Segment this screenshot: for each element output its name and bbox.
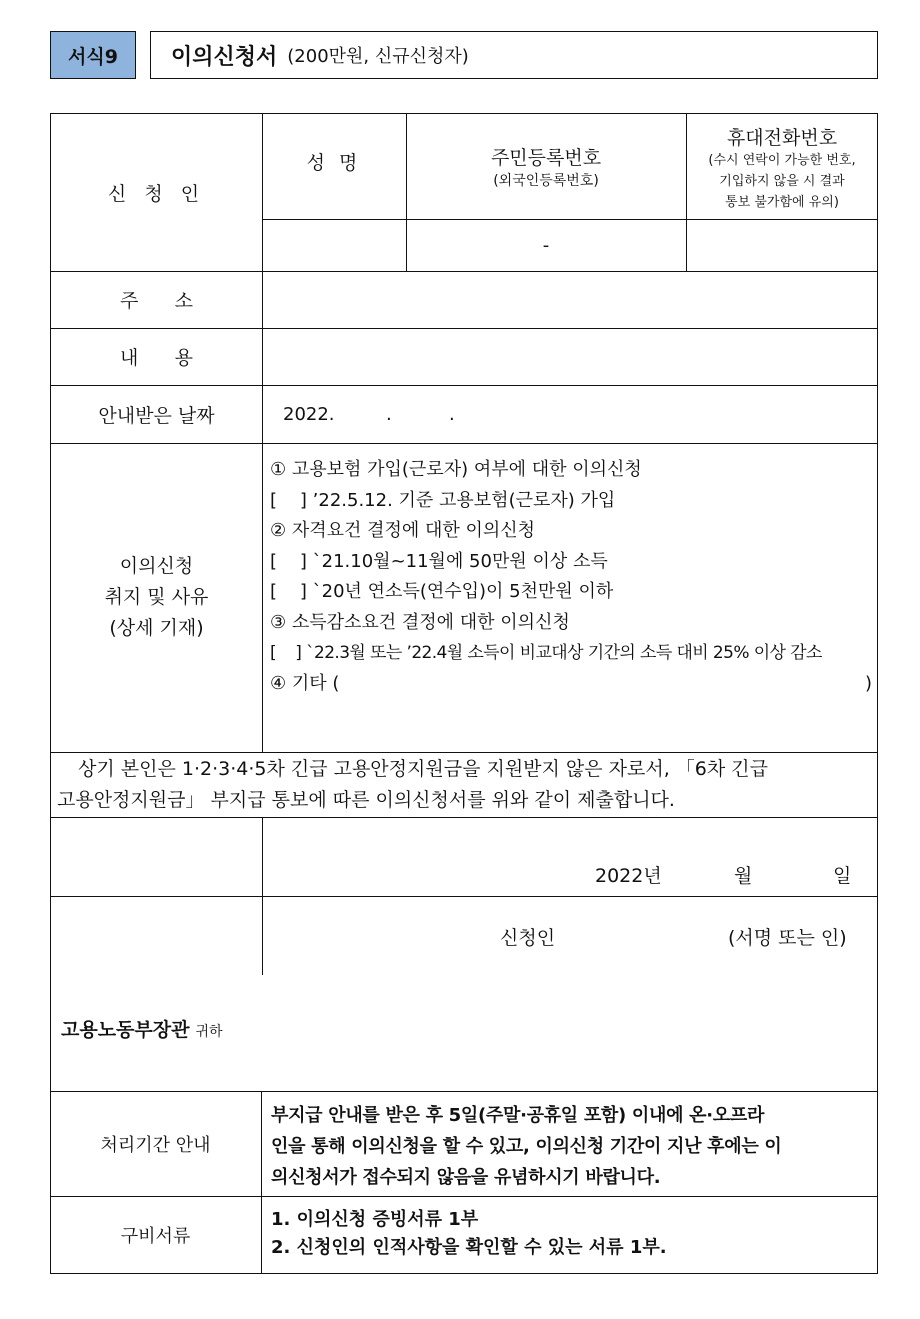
row-divider (51, 896, 878, 897)
address-label: 주 소 (120, 290, 193, 312)
phone-note: 통보 불가함에 유의) (725, 194, 839, 210)
declaration-day[interactable]: 일 (833, 865, 852, 887)
document-item: 2. 신청인의 인적사항을 확인할 수 있는 서류 1부. (271, 1237, 667, 1258)
processing-line: 인을 통해 이의신청을 할 수 있고, 이의신청 기간이 지난 후에는 이 (271, 1136, 782, 1157)
objection-label-line: 이의신청 (119, 555, 194, 577)
objection-checkbox-item[interactable]: [ ] `20년 연소득(연수입)이 5천만원 이하 (270, 581, 614, 602)
processing-line: 의신청서가 접수되지 않음을 유념하시기 바랍니다. (271, 1167, 661, 1188)
declaration-line: 고용안정지원금」 부지급 통보에 따른 이의신청서를 위와 같이 제출합니다. (57, 789, 675, 811)
documents-list (271, 1206, 873, 1262)
documents-label: 구비서류 (120, 1226, 191, 1247)
form-subtitle: (200만원, 신규신청자) (287, 46, 469, 67)
processing-text (271, 1100, 873, 1193)
addressee (61, 1015, 223, 1042)
signer-label: 신청인 (500, 927, 556, 949)
objection-items (270, 455, 872, 699)
phone-header (686, 114, 878, 219)
declaration-text (57, 754, 873, 816)
objection-other-close: ) (864, 672, 872, 694)
addressee-name: 고용노동부장관 (61, 1019, 190, 1041)
row-divider (51, 817, 878, 818)
phone-note: 기입하지 않을 시 결과 (719, 173, 845, 189)
content-input-cell[interactable] (262, 328, 878, 385)
phone-note: (수시 연락이 가능한 번호, (708, 152, 856, 168)
form-number-badge: 서식9 (50, 31, 136, 79)
objection-label (51, 443, 262, 752)
objection-item: ③ 소득감소요건 결정에 대한 이의신청 (270, 611, 570, 633)
document-item: 1. 이의신청 증빙서류 1부 (271, 1209, 479, 1230)
resident-id-header-label: 주민등록번호 (490, 147, 602, 169)
content-label: 내 용 (120, 347, 193, 369)
form-title: 이의신청서 (171, 44, 278, 70)
objection-item: ② 자격요건 결정에 대한 이의신청 (270, 520, 536, 541)
title-box (150, 31, 878, 79)
name-input-cell[interactable] (262, 219, 406, 271)
column-divider (262, 817, 263, 975)
objection-label-line: 취지 및 사유 (104, 586, 209, 608)
phone-input-cell[interactable] (686, 219, 878, 271)
row-divider (51, 752, 878, 753)
processing-line: 부지급 안내를 받은 후 5일(주말·공휴일 포함) 이내에 온·오프라 (271, 1105, 765, 1126)
declaration-year[interactable]: 2022년 (595, 865, 662, 887)
objection-other-item[interactable] (270, 669, 872, 700)
declaration-month[interactable]: 월 (734, 865, 753, 887)
foreigner-id-header-label: (외국인등록번호) (493, 173, 599, 189)
resident-id-header (406, 114, 686, 219)
declaration-line: 상기 본인은 1·2·3·4·5차 긴급 고용안정지원금을 지원받지 않은 자로서, 「6차 긴급 (78, 758, 768, 780)
processing-label: 처리기간 안내 (100, 1134, 211, 1156)
objection-checkbox-item[interactable]: [ ] `22.3월 또는 ’22.4월 소득이 비교대상 기간의 소득 대비 25% 이상 감소 (270, 643, 822, 663)
notice-date-label: 안내받은 날짜 (98, 404, 215, 427)
addressee-honorific: 귀하 (195, 1024, 223, 1040)
objection-form-table (50, 113, 878, 1092)
signature-note[interactable]: (서명 또는 인) (728, 927, 847, 949)
objection-item: ① 고용보험 가입(근로자) 여부에 대한 이의신청 (270, 459, 642, 480)
phone-header-label: 휴대전화번호 (726, 126, 838, 149)
resident-id-input-cell[interactable]: - (542, 234, 550, 256)
name-header: 성 명 (306, 152, 362, 174)
objection-checkbox-item[interactable]: [ ] ’22.5.12. 기준 고용보험(근로자) 가입 (270, 489, 616, 511)
applicant-label: 신 청 인 (107, 183, 206, 205)
address-input-cell[interactable] (262, 271, 878, 328)
objection-checkbox-item[interactable]: [ ] `21.10월~11월에 50만원 이상 소득 (270, 550, 608, 572)
notice-date-value[interactable]: 2022. . . (283, 403, 455, 425)
objection-other-label: ④ 기타 ( (270, 672, 340, 694)
objection-label-line: (상세 기재) (109, 617, 204, 639)
